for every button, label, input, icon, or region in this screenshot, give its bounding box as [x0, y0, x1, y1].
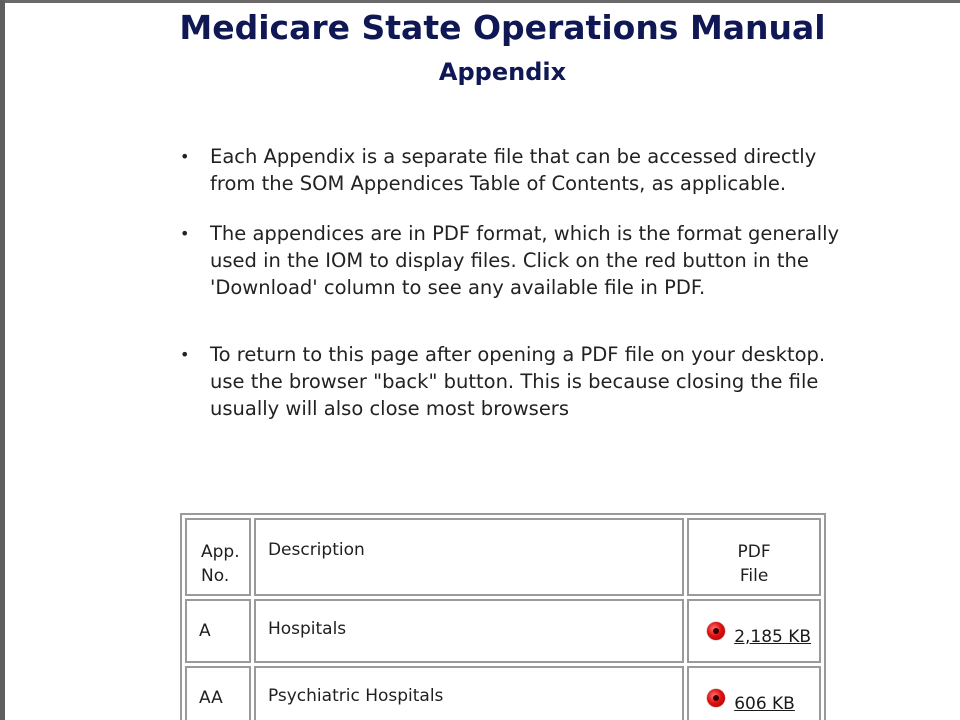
header-pdf-file: PDF File [687, 518, 821, 596]
cell-app-no: A [185, 599, 251, 663]
cell-pdf-file [687, 599, 821, 663]
red-pdf-button-icon[interactable] [707, 622, 725, 640]
list-item-text: To return to this page after opening a PDF file on your desktop. use the browser "back" button. This is because closing the file usually will also close most browsers [210, 343, 826, 420]
file-size-link[interactable]: 606 KB [734, 694, 795, 714]
header-app-no: App. No. [185, 518, 251, 596]
bullet-icon: • [180, 147, 190, 166]
table-header-row [185, 518, 821, 596]
cell-description: Hospitals [254, 599, 684, 663]
table-row [185, 599, 821, 663]
appendix-table [180, 513, 826, 720]
table-row [185, 666, 821, 720]
cell-description: Psychiatric Hospitals [254, 666, 684, 720]
red-pdf-button-icon[interactable] [707, 689, 725, 707]
download-link[interactable] [707, 623, 812, 647]
page-subtitle: Appendix [438, 58, 567, 86]
bullet-icon: • [180, 224, 190, 243]
page-title: Medicare State Operations Manual [179, 8, 826, 47]
window-left-edge [0, 0, 5, 720]
file-size-link[interactable]: 2,185 KB [734, 627, 812, 647]
header-description: Description [254, 518, 684, 596]
cell-pdf-file [687, 666, 821, 720]
bullet-icon: • [180, 345, 190, 364]
window-top-edge [0, 0, 960, 3]
list-item-text: The appendices are in PDF format, which is the format generally used in the IOM to display files. Click on the red button in the 'Download' column to see any available file in PDF. [210, 222, 840, 299]
download-link[interactable] [707, 690, 795, 714]
list-item-text: Each Appendix is a separate file that can be accessed directly from the SOM Appendices Table of Contents, as applicable. [210, 145, 817, 195]
cell-app-no: AA [185, 666, 251, 720]
